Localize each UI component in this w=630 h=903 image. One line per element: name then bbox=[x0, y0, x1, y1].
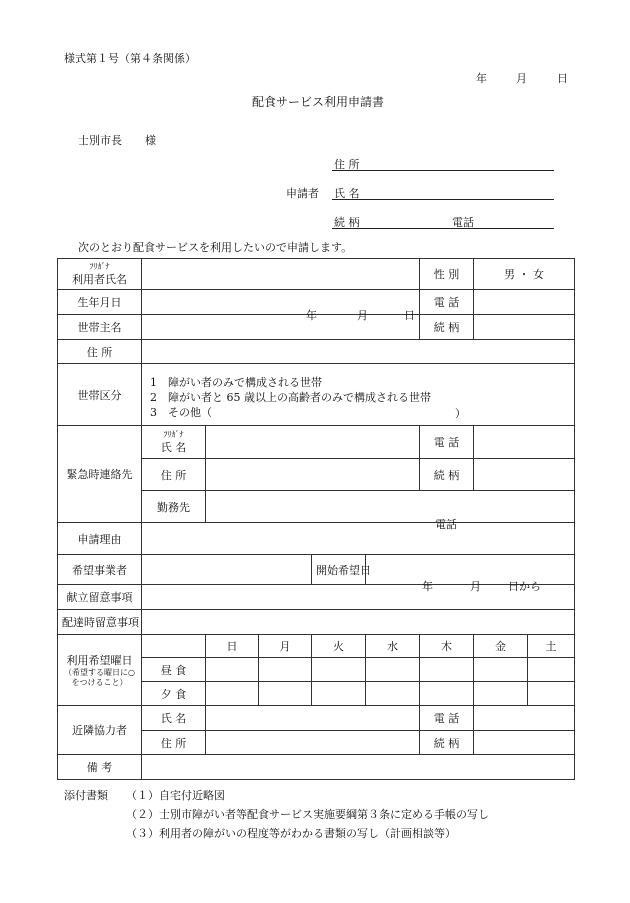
applicant-label: 申請者 bbox=[286, 187, 319, 200]
day-header-tue: 火 bbox=[312, 635, 366, 658]
dinner-cell[interactable] bbox=[206, 682, 259, 706]
address-label: 住 所 bbox=[58, 340, 142, 364]
dinner-cell[interactable] bbox=[528, 682, 575, 706]
lunch-cell[interactable] bbox=[474, 658, 528, 682]
remarks-label: 備 考 bbox=[58, 755, 142, 780]
lunch-cell[interactable] bbox=[528, 658, 575, 682]
category-close-paren: ） bbox=[455, 407, 466, 420]
delivery-notes-label: 配達時留意事項 bbox=[58, 610, 142, 635]
menu-notes-label: 献立留意事項 bbox=[58, 585, 142, 610]
desired-days-note: （希望する曜日に○をつけること） bbox=[64, 668, 135, 687]
birth-month-label: 月 bbox=[357, 309, 368, 322]
day-header-wed: 水 bbox=[366, 635, 420, 658]
neighbor-phone-label: 電 話 bbox=[420, 706, 474, 731]
dinner-cell[interactable] bbox=[474, 682, 528, 706]
user-name-field[interactable] bbox=[142, 259, 420, 290]
emergency-phone-field[interactable] bbox=[474, 426, 575, 459]
emergency-contact-label: 緊急時連絡先 bbox=[58, 426, 142, 523]
applicant-relation-label: 続 柄 bbox=[334, 216, 360, 229]
neighbor-relation-field[interactable] bbox=[474, 731, 575, 755]
birthdate-label: 生年月日 bbox=[58, 290, 142, 315]
addressee-honorific: 様 bbox=[145, 134, 156, 147]
intro-text: 次のとおり配食サービスを利用したいので申請します。 bbox=[78, 241, 353, 254]
emergency-relation-label: 続 柄 bbox=[420, 459, 474, 491]
household-head-label: 世帯主名 bbox=[58, 315, 142, 340]
applicant-address-label: 住 所 bbox=[334, 158, 360, 171]
applicant-name-field[interactable] bbox=[332, 199, 554, 200]
neighbor-relation-label: 続 柄 bbox=[420, 731, 474, 755]
date-day-label: 日 bbox=[557, 72, 568, 85]
category-option-1[interactable]: 1 障がい者のみで構成される世帯 bbox=[150, 376, 322, 389]
reason-field[interactable] bbox=[142, 523, 575, 555]
desired-days-label: 利用希望曜日 （希望する曜日に○をつけること） bbox=[58, 635, 142, 706]
user-name-label: ﾌﾘｶﾞﾅ 利用者氏名 bbox=[58, 259, 142, 290]
dinner-label: 夕 食 bbox=[142, 682, 206, 706]
attachments-label: 添付書類 bbox=[64, 789, 108, 802]
day-header-fri: 金 bbox=[474, 635, 528, 658]
applicant-phone-label: 電話 bbox=[452, 216, 474, 229]
emergency-phone-label: 電 話 bbox=[420, 426, 474, 459]
start-year-label: 年 bbox=[422, 579, 433, 593]
applicant-address-field[interactable] bbox=[332, 170, 554, 171]
lunch-cell[interactable] bbox=[206, 658, 259, 682]
neighbor-address-label: 住 所 bbox=[142, 731, 206, 755]
birth-year-label: 年 bbox=[306, 309, 317, 322]
page-title: 配食サービス利用申請書 bbox=[252, 95, 385, 109]
dinner-cell[interactable] bbox=[312, 682, 366, 706]
lunch-cell[interactable] bbox=[312, 658, 366, 682]
form-number: 様式第１号（第４条関係） bbox=[64, 52, 196, 65]
workplace-field[interactable] bbox=[206, 491, 575, 531]
delivery-notes-field[interactable] bbox=[142, 610, 575, 635]
attachment-item-1: （１）自宅付近略図 bbox=[126, 789, 225, 802]
desired-start-field[interactable] bbox=[366, 555, 575, 593]
neighbor-name-field[interactable] bbox=[206, 706, 420, 731]
emergency-relation-field[interactable] bbox=[474, 459, 575, 491]
applicant-relation-phone-field[interactable] bbox=[332, 228, 554, 229]
date-year-label: 年 bbox=[476, 72, 487, 85]
lunch-cell[interactable] bbox=[366, 658, 420, 682]
household-category-label: 世帯区分 bbox=[58, 364, 142, 426]
desired-provider-field[interactable] bbox=[142, 555, 312, 585]
neighbor-phone-field[interactable] bbox=[474, 706, 575, 731]
emergency-address-field[interactable] bbox=[206, 459, 420, 491]
relation-label: 続 柄 bbox=[420, 315, 474, 340]
dinner-cell[interactable] bbox=[420, 682, 474, 706]
day-header-sun: 日 bbox=[206, 635, 259, 658]
emergency-address-label: 住 所 bbox=[142, 459, 206, 491]
emergency-name-label: ﾌﾘｶﾞﾅ 氏 名 bbox=[142, 426, 206, 459]
remarks-field[interactable] bbox=[142, 755, 575, 780]
neighbor-address-field[interactable] bbox=[206, 731, 420, 755]
applicant-name-label: 氏 名 bbox=[334, 187, 360, 200]
workplace-phone-label: 電話 bbox=[435, 517, 457, 531]
start-month-label: 月 bbox=[470, 579, 481, 593]
desired-start-label: 開始希望日 bbox=[312, 555, 366, 585]
lunch-cell[interactable] bbox=[420, 658, 474, 682]
phone-field[interactable] bbox=[474, 290, 575, 315]
day-header-blank bbox=[142, 635, 206, 658]
reason-label: 申請理由 bbox=[58, 523, 142, 555]
addressee: 士別市長 bbox=[78, 134, 122, 147]
start-from-label: 日から bbox=[508, 579, 541, 593]
lunch-cell[interactable] bbox=[259, 658, 312, 682]
category-option-2[interactable]: 2 障がい者と 65 歳以上の高齢者のみで構成される世帯 bbox=[150, 391, 431, 404]
address-field[interactable] bbox=[142, 340, 575, 364]
gender-label: 性 別 bbox=[420, 259, 474, 290]
workplace-label: 勤務先 bbox=[142, 491, 206, 523]
relation-field[interactable] bbox=[474, 315, 575, 340]
attachment-item-2: （２）士別市障がい者等配食サービス実施要綱第３条に定める手帳の写し bbox=[126, 808, 489, 821]
neighbor-label: 近隣協力者 bbox=[58, 706, 142, 755]
lunch-label: 昼 食 bbox=[142, 658, 206, 682]
desired-provider-label: 希望事業者 bbox=[58, 555, 142, 585]
attachment-item-3: （３）利用者の障がいの程度等がわかる書類の写し（計画相談等） bbox=[126, 827, 456, 840]
furigana-label: ﾌﾘｶﾞﾅ bbox=[89, 261, 110, 271]
category-option-3[interactable]: 3 その他（ bbox=[150, 406, 212, 419]
birthdate-field[interactable] bbox=[142, 290, 420, 322]
day-header-sat: 土 bbox=[528, 635, 575, 658]
phone-label: 電 話 bbox=[420, 290, 474, 315]
day-header-mon: 月 bbox=[259, 635, 312, 658]
neighbor-name-label: 氏 名 bbox=[142, 706, 206, 731]
date-month-label: 月 bbox=[516, 72, 527, 85]
application-table bbox=[57, 258, 575, 780]
birth-day-label: 日 bbox=[404, 309, 415, 322]
emergency-name-field[interactable] bbox=[206, 426, 420, 459]
day-header-thu: 木 bbox=[420, 635, 474, 658]
household-category-options[interactable] bbox=[142, 364, 575, 426]
dinner-cell[interactable] bbox=[259, 682, 312, 706]
dinner-cell[interactable] bbox=[366, 682, 420, 706]
household-head-field[interactable] bbox=[142, 315, 420, 340]
gender-options[interactable]: 男 ・ 女 bbox=[474, 259, 575, 290]
